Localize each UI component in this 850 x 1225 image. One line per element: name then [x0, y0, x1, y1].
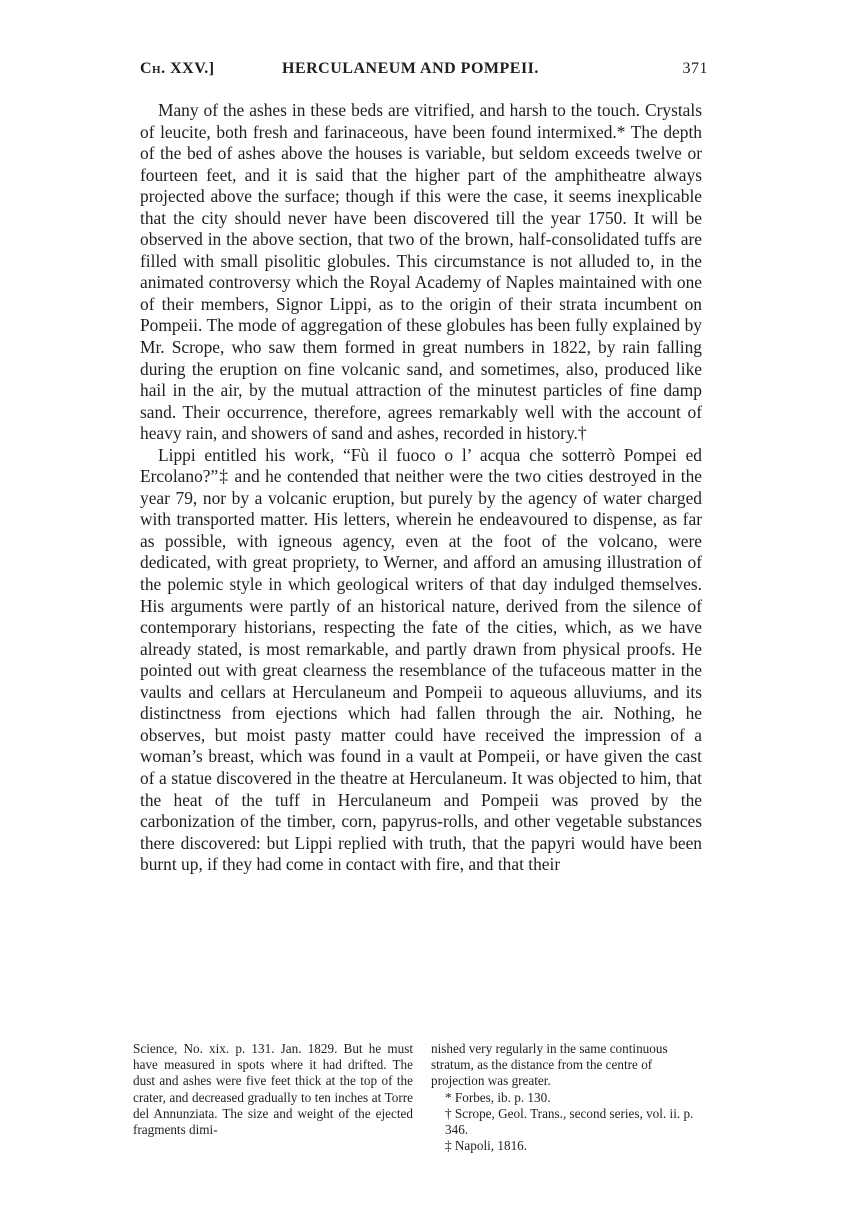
chapter-label: Ch. XXV.] [140, 60, 215, 77]
footnote-double-dagger: ‡ Napoli, 1816. [445, 1138, 528, 1154]
paragraph-lippi: Lippi entitled his work, “Fù il fuoco o l’ acqua che sotterrò Pompei ed Ercolano?”‡ and he contended that neither were the two cities destroyed in the year 79, nor by a volcanic eruption, but purely by the agency of water charged with transported matter. His letters, wherein he endeavoured to dispense, as far as possible, with igneous agency, even at the foot of the volcano, were dedicated, with great propriety, to Werner, and afford an amusing illustration of the polemic style in which geological writers of that day indulged themselves. His arguments were partly of an historical nature, derived from the silence of contemporary historians, respecting the fate of the cities, which, as we have already stated, is most remarkable, and partly drawn from physical proofs. He pointed out with great clearness the resemblance of the tufaceous matter in the vaults and cellars at Herculaneum and Pompeii to aqueous alluviums, and its distinctness from ejections which had fallen through the air. Nothing, he observes, but moist pasty matter could have received the impression of a woman’s breast, which was found in a vault at Pompeii, or have given the cast of a statue discovered in the theatre at Herculaneum. It was objected to him, that the heat of the tuff in Herculaneum and Pompeii was proved by the carbonization of the timber, corn, papyrus-rolls, and other vegetable substances there discovered: but Lippi replied with truth, that the papyri would have been burnt up, if they had come in contact with fire, and that their [140, 444, 702, 875]
footnote-continued-end: nished very regularly in the same continuous stratum, as the distance from the centre of projection was greater. [431, 1041, 668, 1089]
main-text [140, 100, 702, 876]
running-head [140, 60, 708, 90]
footnote-continued: Science, No. xix. p. 131. Jan. 1829. But he must have measured in spots where it had drifted. The dust and ashes were five feet thick at the top of the crater, and decreased gradually to ten inches at Torre del Annunziata. The size and weight of the ejected fragments dimi- [133, 1041, 413, 1138]
footnote-left-column [133, 1041, 413, 1138]
running-title: HERCULANEUM AND POMPEII. [282, 60, 539, 77]
page-number: 371 [682, 60, 708, 77]
footnote-star: * Forbes, ib. p. 130. [445, 1089, 551, 1105]
footnote-dagger: † Scrope, Geol. Trans., second series, vol. ii. p. 346. [445, 1105, 694, 1138]
paragraph-ashes: Many of the ashes in these beds are vitrified, and harsh to the touch. Crystals of leucite, both fresh and farinaceous, have been found intermixed.* The depth of the bed of ashes above the houses is variable, but seldom exceeds twelve or fourteen feet, and it is said that the higher part of the amphitheatre always projected above the surface; though if this were the case, it seems inexplicable that the city should never have been discovered till the year 1750. It will be observed in the above section, that two of the brown, half-consolidated tuffs are filled with small pisolitic globules. This circumstance is not alluded to, in the animated controversy which the Royal Academy of Naples maintained with one of their members, Signor Lippi, as to the origin of their strata incumbent on Pompeii. The mode of aggregation of these globules has been fully explained by Mr. Scrope, who saw them formed in great numbers in 1822, by rain falling during the eruption on fine volcanic sand, and sometimes, also, produced like hail in the air, by the mutual attraction of the minutest particles of fine damp sand. Their occurrence, therefore, agrees remarkably well with the account of heavy rain, and showers of sand and ashes, recorded in history.† [140, 100, 702, 444]
footnote-right-column [431, 1041, 701, 1154]
